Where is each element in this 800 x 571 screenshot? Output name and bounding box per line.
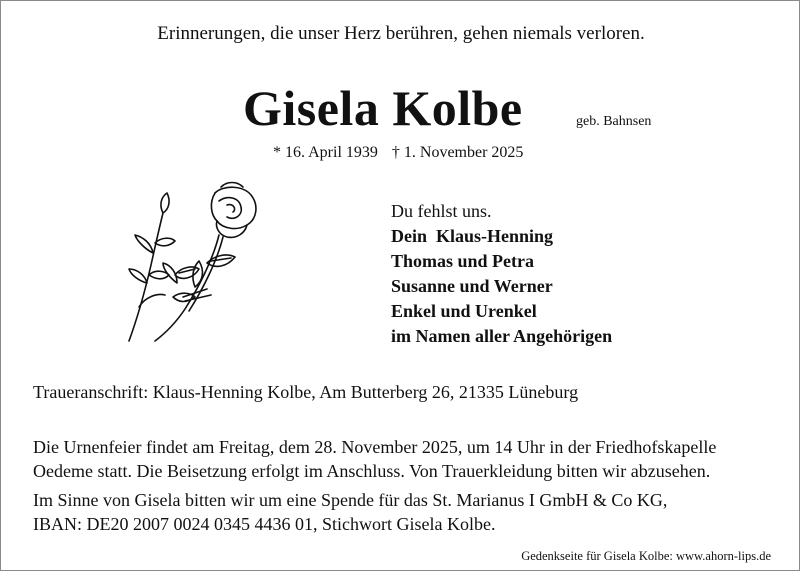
signoff-block	[391, 199, 612, 349]
signoff-line: Susanne und Werner	[391, 276, 553, 296]
signoff-line: im Namen aller Angehörigen	[391, 326, 613, 346]
life-dates	[273, 144, 523, 162]
donation-paragraph	[33, 488, 667, 536]
ceremony-line: Die Urnenfeier findet am Freitag, dem 28. November 2025, um 14 Uhr in der Friedhofskapelle	[33, 437, 717, 457]
donation-line: Im Sinne von Gisela bitten wir um eine Spende für das St. Marianus I GmbH & Co KG,	[33, 490, 668, 510]
signoff-line: Dein Klaus-Henning	[391, 226, 554, 246]
donation-line: IBAN: DE20 2007 0024 0345 4436 01, Stichwort Gisela Kolbe.	[33, 514, 496, 534]
birth-date: * 16. April 1939	[273, 144, 378, 161]
death-date: † 1. November 2025	[391, 144, 524, 161]
motto-line: Erinnerungen, die unser Herz berühren, gehen niemals verloren.	[157, 23, 645, 44]
signoff-intro: Du fehlst uns.	[391, 201, 492, 221]
ceremony-paragraph	[33, 435, 716, 483]
deceased-name: Gisela Kolbe	[243, 80, 523, 136]
memorial-page-link[interactable]: Gedenkseite für Gisela Kolbe: www.ahorn-lips.de	[521, 549, 771, 563]
signoff-line: Enkel und Urenkel	[391, 301, 537, 321]
rose-illustration-icon	[119, 179, 261, 344]
ceremony-line: Oedeme statt. Die Beisetzung erfolgt im Anschluss. Von Trauerkleidung bitten wir abzusehen.	[33, 461, 711, 481]
mourning-address: Traueranschrift: Klaus-Henning Kolbe, Am Butterberg 26, 21335 Lüneburg	[33, 382, 579, 402]
maiden-name: geb. Bahnsen	[576, 114, 652, 129]
signoff-line: Thomas und Petra	[391, 251, 535, 271]
